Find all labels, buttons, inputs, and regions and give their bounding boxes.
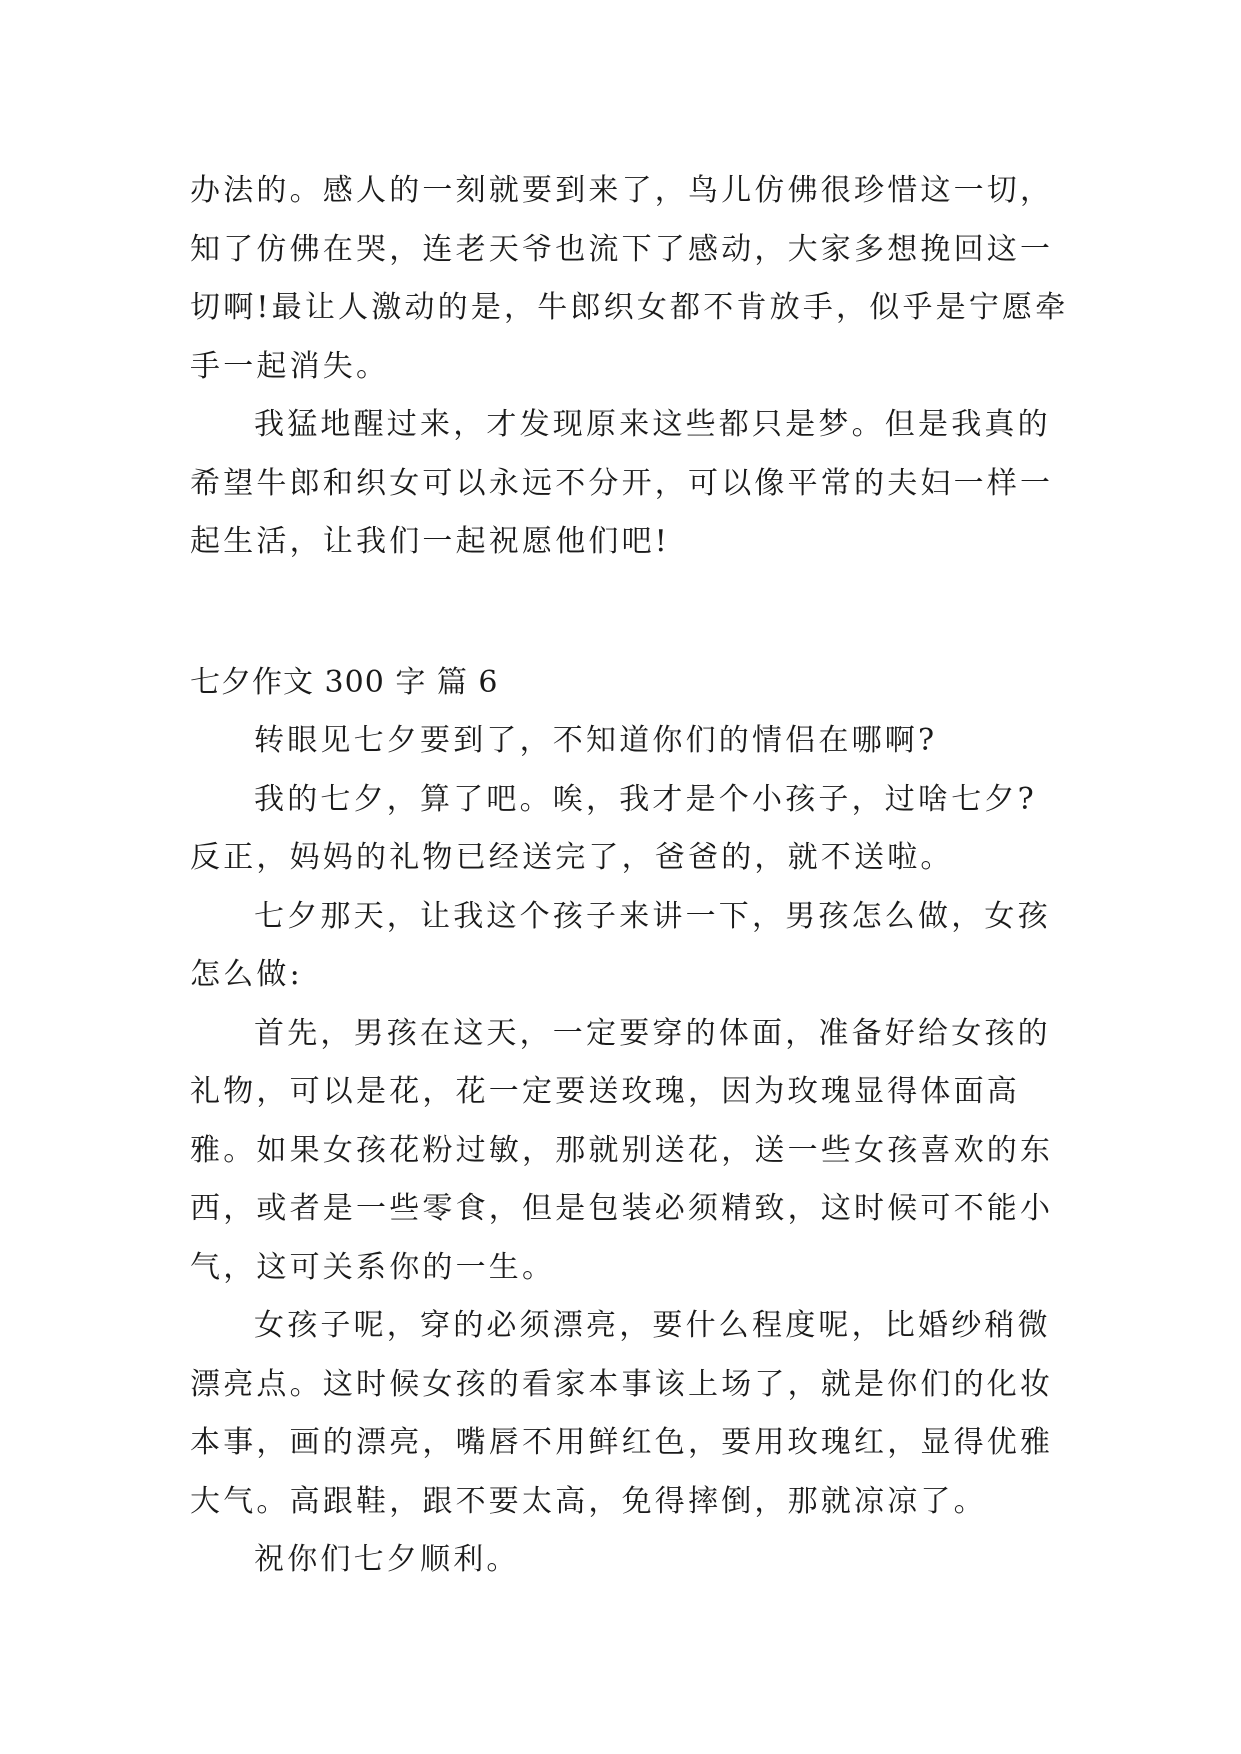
section-spacer	[190, 572, 1070, 654]
section-heading: 七夕作文 300 字 篇 6	[190, 664, 499, 700]
paragraph: 转眼见七夕要到了，不知道你们的情侣在哪啊?	[254, 723, 938, 758]
paragraph: 我的七夕，算了吧。唉，我才是个小孩子，过啥七夕?反正，妈妈的礼物已经送完了，爸爸的，就不送啦。	[190, 781, 1037, 875]
paragraph-continuation: 办法的。感人的一刻就要到来了，鸟儿仿佛很珍惜这一切，知了仿佛在哭，连老天爷也流下了感动，大家多想挽回这一切啊!最让人激动的是，牛郎织女都不肯放手，似乎是宁愿牵手一起消失。	[190, 173, 1069, 384]
document-body	[190, 162, 1070, 1590]
paragraph-dream-ending: 我猛地醒过来，才发现原来这些都只是梦。但是我真的希望牛郎和织女可以永远不分开，可以像平常的夫妇一样一起生活，让我们一起祝愿他们吧!	[190, 407, 1054, 559]
paragraph: 祝你们七夕顺利。	[254, 1542, 520, 1577]
paragraph: 首先，男孩在这天，一定要穿的体面，准备好给女孩的礼物，可以是花，花一定要送玫瑰，因为玫瑰显得体面高雅。如果女孩花粉过敏，那就别送花，送一些女孩喜欢的东西，或者是一些零食，但是包装必须精致，这时候可不能小气，这可关系你的一生。	[190, 1015, 1054, 1285]
paragraph: 女孩子呢，穿的必须漂亮，要什么程度呢，比婚纱稍微漂亮点。这时候女孩的看家本事该上场了，就是你们的化妆本事，画的漂亮，嘴唇不用鲜红色，要用玫瑰红，显得优雅大气。高跟鞋，跟不要太高，免得摔倒，那就凉凉了。	[190, 1308, 1054, 1519]
paragraph: 七夕那天，让我这个孩子来讲一下，男孩怎么做，女孩怎么做:	[190, 898, 1051, 992]
